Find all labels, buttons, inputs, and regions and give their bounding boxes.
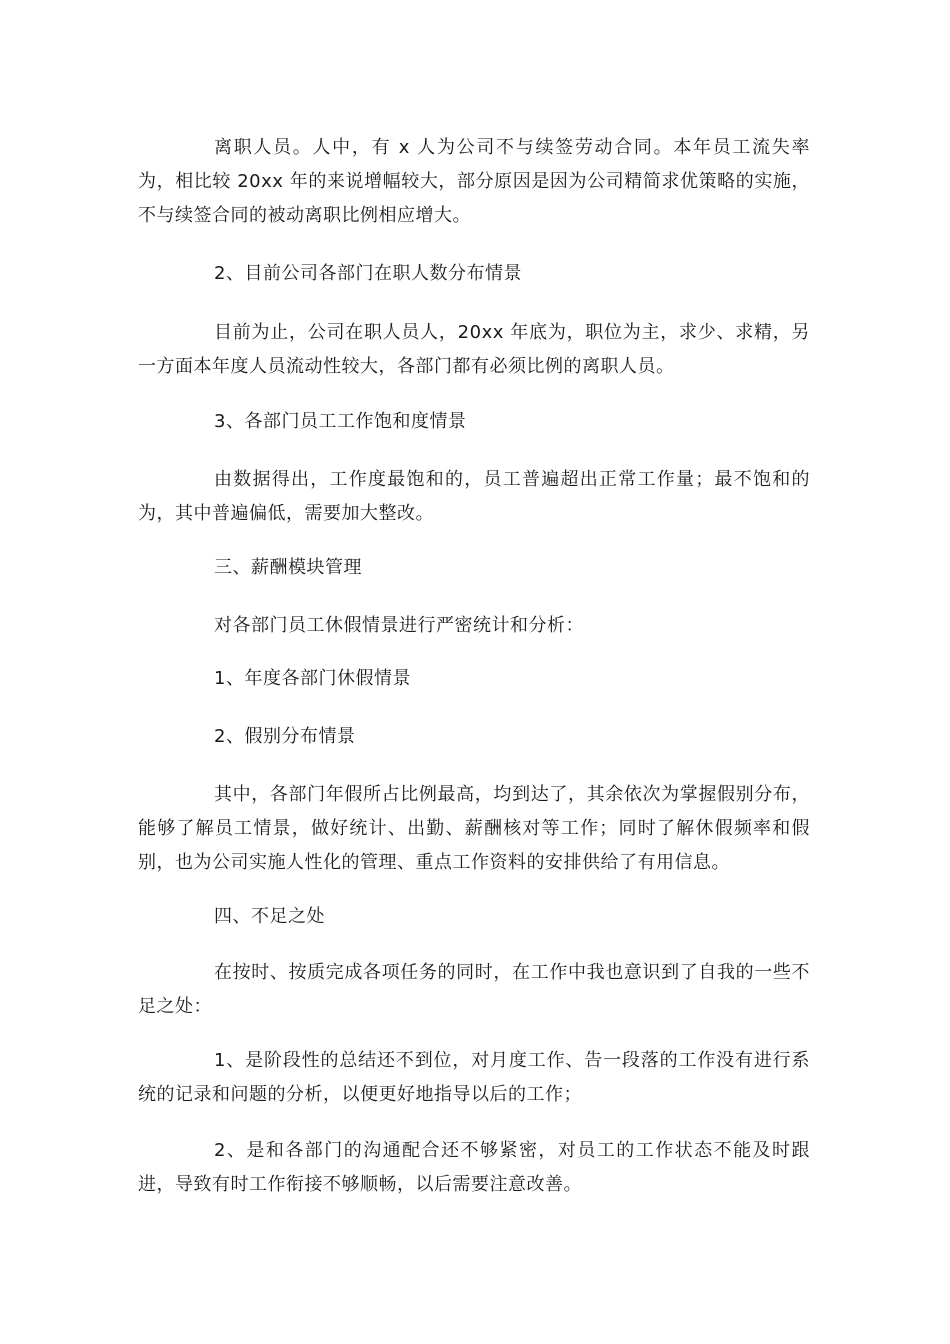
paragraph-shortcomings-intro: 在按时、按质完成各项任务的同时，在工作中我也意识到了自我的一些不足之处： xyxy=(138,962,810,1017)
heading-shortcomings: 四、不足之处 xyxy=(214,906,325,927)
paragraph-shortcoming-1: 1、是阶段性的总结还不到位，对月度工作、告一段落的工作没有进行系统的记录和问题的分析，以便更好地指导以后的工作； xyxy=(138,1050,810,1105)
heading-dept-distribution: 2、目前公司各部门在职人数分布情景 xyxy=(214,263,522,284)
heading-leave-distribution: 2、假别分布情景 xyxy=(214,726,356,747)
heading-saturation: 3、各部门员工工作饱和度情景 xyxy=(214,411,467,432)
paragraph-shortcoming-2: 2、是和各部门的沟通配合还不够紧密，对员工的工作状态不能及时跟进，导致有时工作衔接不够顺畅，以后需要注意改善。 xyxy=(138,1140,810,1195)
heading-annual-leave: 1、年度各部门休假情景 xyxy=(214,668,411,689)
paragraph-current-staff: 目前为止，公司在职人员人，20xx 年底为，职位为主，求少、求精，另一方面本年度人员流动性较大，各部门都有必须比例的离职人员。 xyxy=(138,322,810,377)
heading-salary-module: 三、薪酬模块管理 xyxy=(214,557,362,578)
paragraph-leave-stats-intro: 对各部门员工休假情景进行严密统计和分析： xyxy=(214,615,584,636)
paragraph-turnover: 离职人员。人中，有 x 人为公司不与续签劳动合同。本年员工流失率为，相比较 20xx 年的来说增幅较大，部分原因是因为公司精简求优策略的实施，不与续签合同的被动离职比例相应增大。 xyxy=(138,137,810,226)
paragraph-leave-analysis: 其中，各部门年假所占比例最高，均到达了，其余依次为掌握假别分布，能够了解员工情景，做好统计、出勤、薪酬核对等工作；同时了解休假频率和假别，也为公司实施人性化的管理、重点工作资料的安排供给了有用信息。 xyxy=(138,784,810,873)
paragraph-saturation: 由数据得出，工作度最饱和的，员工普遍超出正常工作量；最不饱和的为，其中普遍偏低，需要加大整改。 xyxy=(138,469,810,524)
